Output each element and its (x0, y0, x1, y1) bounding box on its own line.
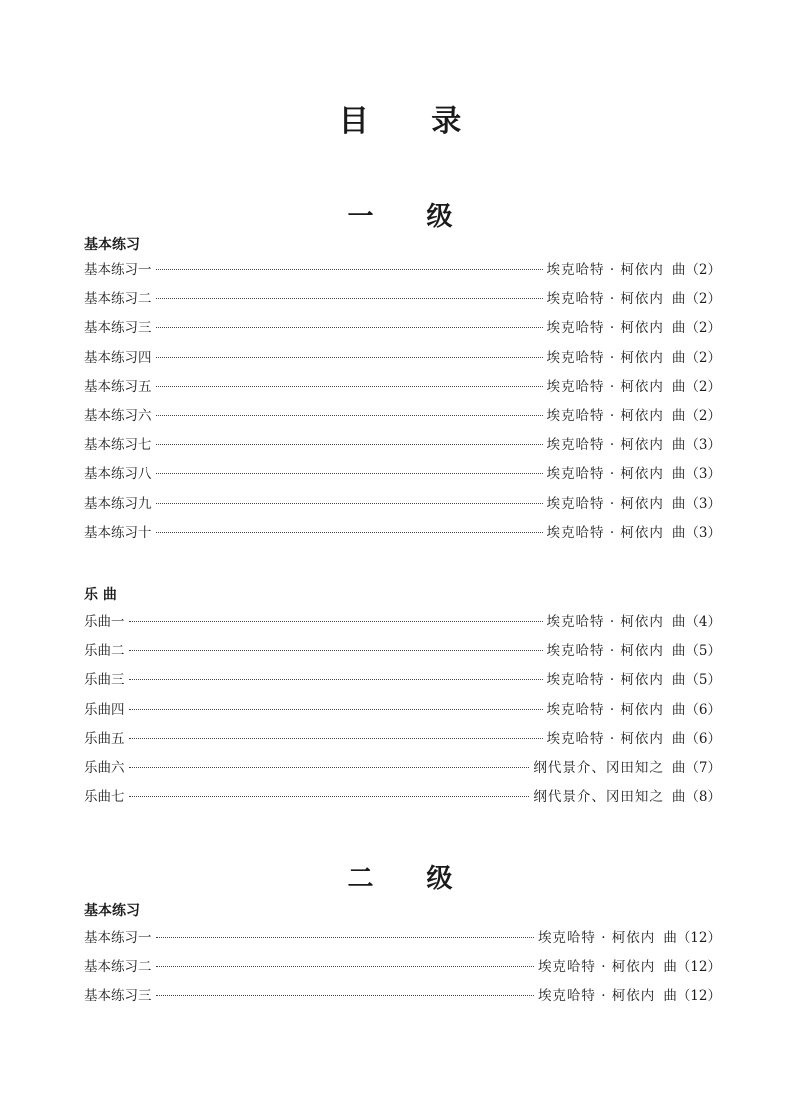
entry-title: 乐曲七 (84, 789, 125, 806)
toc-entry[interactable] (84, 639, 721, 668)
dot-leader (156, 386, 543, 387)
toc-entry[interactable] (84, 698, 721, 727)
entry-composer: 埃克哈特 · 柯依内 (546, 524, 664, 541)
dot-leader (129, 709, 543, 710)
entry-composer: 埃克哈特 · 柯依内 (546, 614, 664, 630)
entry-title: 基本练习二 (84, 291, 152, 308)
toc-list-level2-basic (84, 926, 721, 1014)
toc-entry[interactable] (84, 756, 721, 785)
entry-title: 基本练习九 (84, 495, 152, 512)
entry-title: 基本练习一 (84, 930, 152, 946)
entry-qu: 曲 (671, 262, 686, 278)
entry-page: （6） (685, 701, 721, 718)
entry-composer: 纲代景介、冈田知之 (533, 789, 664, 806)
dot-leader (156, 327, 543, 328)
entry-qu: 曲 (671, 701, 686, 718)
entry-page: （12） (676, 930, 721, 946)
entry-composer: 埃克哈特 · 柯依内 (546, 672, 664, 689)
entry-page: （5） (685, 672, 721, 689)
toc-list-level1-pieces (84, 610, 721, 814)
entry-qu: 曲 (671, 759, 686, 776)
entry-page: （2） (685, 349, 721, 366)
entry-qu: 曲 (671, 643, 686, 660)
entry-composer: 埃克哈特 · 柯依内 (537, 930, 656, 946)
dot-leader (129, 679, 543, 680)
toc-entry[interactable] (84, 433, 721, 462)
level-title-1: 一 级 (347, 202, 475, 232)
toc-entry[interactable] (84, 984, 721, 1013)
entry-qu: 曲 (663, 988, 677, 1005)
dot-leader (156, 937, 534, 938)
toc-entry[interactable] (84, 375, 721, 404)
entry-qu: 曲 (671, 349, 686, 366)
dot-leader (129, 650, 543, 651)
entry-composer: 埃克哈特 · 柯依内 (546, 407, 664, 424)
entry-qu: 曲 (663, 930, 677, 946)
entry-title: 乐曲五 (84, 730, 125, 747)
toc-entry[interactable] (84, 610, 721, 639)
dot-leader (156, 473, 543, 474)
entry-composer: 纲代景介、冈田知之 (533, 759, 664, 776)
entry-composer: 埃克哈特 · 柯依内 (546, 466, 664, 483)
entry-composer: 埃克哈特 · 柯依内 (546, 730, 664, 747)
toc-list-level1-basic (84, 258, 721, 550)
dot-leader (129, 621, 543, 622)
entry-page: （4） (685, 614, 721, 630)
entry-qu: 曲 (671, 378, 686, 395)
entry-page: （6） (685, 730, 721, 747)
entry-title: 基本练习五 (84, 378, 152, 395)
entry-page: （12） (676, 988, 721, 1005)
toc-entry[interactable] (84, 955, 721, 984)
entry-title: 乐曲一 (84, 614, 125, 630)
dot-leader (156, 444, 543, 445)
dot-leader (156, 532, 543, 533)
entry-page: （2） (685, 378, 721, 395)
toc-entry[interactable] (84, 316, 721, 345)
entry-page: （2） (685, 320, 721, 337)
dot-leader (156, 269, 543, 270)
dot-leader (156, 415, 543, 416)
entry-page: （2） (685, 262, 721, 278)
entry-title: 乐曲六 (84, 759, 125, 776)
entry-title: 基本练习七 (84, 437, 152, 454)
entry-page: （3） (685, 466, 721, 483)
entry-title: 乐曲二 (84, 643, 125, 660)
section-heading-basic-exercises-1: 基本练习 (84, 237, 140, 253)
entry-composer: 埃克哈特 · 柯依内 (546, 378, 664, 395)
toc-entry[interactable] (84, 346, 721, 375)
entry-qu: 曲 (671, 291, 686, 308)
entry-page: （7） (685, 759, 721, 776)
dot-leader (156, 357, 543, 358)
dot-leader (129, 796, 530, 797)
entry-title: 乐曲三 (84, 672, 125, 689)
entry-page: （3） (685, 524, 721, 541)
entry-title: 基本练习三 (84, 988, 152, 1005)
entry-qu: 曲 (671, 730, 686, 747)
entry-qu: 曲 (671, 437, 686, 454)
entry-composer: 埃克哈特 · 柯依内 (537, 988, 656, 1005)
entry-qu: 曲 (671, 320, 686, 337)
entry-qu: 曲 (671, 407, 686, 424)
entry-page: （3） (685, 495, 721, 512)
entry-composer: 埃克哈特 · 柯依内 (546, 349, 664, 366)
dot-leader (156, 995, 534, 996)
entry-qu: 曲 (663, 959, 677, 976)
entry-page: （2） (685, 291, 721, 308)
page-title: 目 录 (338, 104, 488, 139)
section-heading-pieces: 乐 曲 (84, 587, 117, 603)
entry-qu: 曲 (671, 524, 686, 541)
toc-entry[interactable] (84, 462, 721, 491)
entry-title: 基本练习十 (84, 524, 152, 541)
toc-entry[interactable] (84, 404, 721, 433)
entry-page: （8） (685, 789, 721, 806)
entry-composer: 埃克哈特 · 柯依内 (546, 495, 664, 512)
entry-page: （12） (676, 959, 721, 976)
entry-title: 基本练习三 (84, 320, 152, 337)
level-title-2: 二 级 (347, 864, 475, 894)
entry-composer: 埃克哈特 · 柯依内 (546, 701, 664, 718)
entry-title: 基本练习四 (84, 349, 152, 366)
entry-title: 基本练习八 (84, 466, 152, 483)
entry-page: （3） (685, 437, 721, 454)
entry-composer: 埃克哈特 · 柯依内 (546, 291, 664, 308)
entry-qu: 曲 (671, 495, 686, 512)
entry-composer: 埃克哈特 · 柯依内 (546, 643, 664, 660)
entry-qu: 曲 (671, 614, 686, 630)
dot-leader (156, 298, 543, 299)
entry-title: 乐曲四 (84, 701, 125, 718)
toc-entry[interactable] (84, 926, 721, 955)
entry-title: 基本练习一 (84, 262, 152, 278)
dot-leader (156, 966, 534, 967)
toc-entry[interactable] (84, 287, 721, 316)
entry-composer: 埃克哈特 · 柯依内 (546, 437, 664, 454)
dot-leader (156, 503, 543, 504)
toc-entry[interactable] (84, 258, 721, 287)
toc-entry[interactable] (84, 727, 721, 756)
toc-entry[interactable] (84, 521, 721, 550)
toc-entry[interactable] (84, 785, 721, 814)
entry-qu: 曲 (671, 789, 686, 806)
entry-qu: 曲 (671, 672, 686, 689)
section-heading-basic-exercises-2: 基本练习 (84, 903, 140, 919)
entry-qu: 曲 (671, 466, 686, 483)
toc-entry[interactable] (84, 668, 721, 697)
dot-leader (129, 767, 530, 768)
entry-title: 基本练习二 (84, 959, 152, 976)
entry-composer: 埃克哈特 · 柯依内 (546, 262, 664, 278)
entry-title: 基本练习六 (84, 407, 152, 424)
entry-composer: 埃克哈特 · 柯依内 (537, 959, 656, 976)
toc-entry[interactable] (84, 492, 721, 521)
entry-page: （2） (685, 407, 721, 424)
entry-composer: 埃克哈特 · 柯依内 (546, 320, 664, 337)
entry-page: （5） (685, 643, 721, 660)
dot-leader (129, 738, 543, 739)
